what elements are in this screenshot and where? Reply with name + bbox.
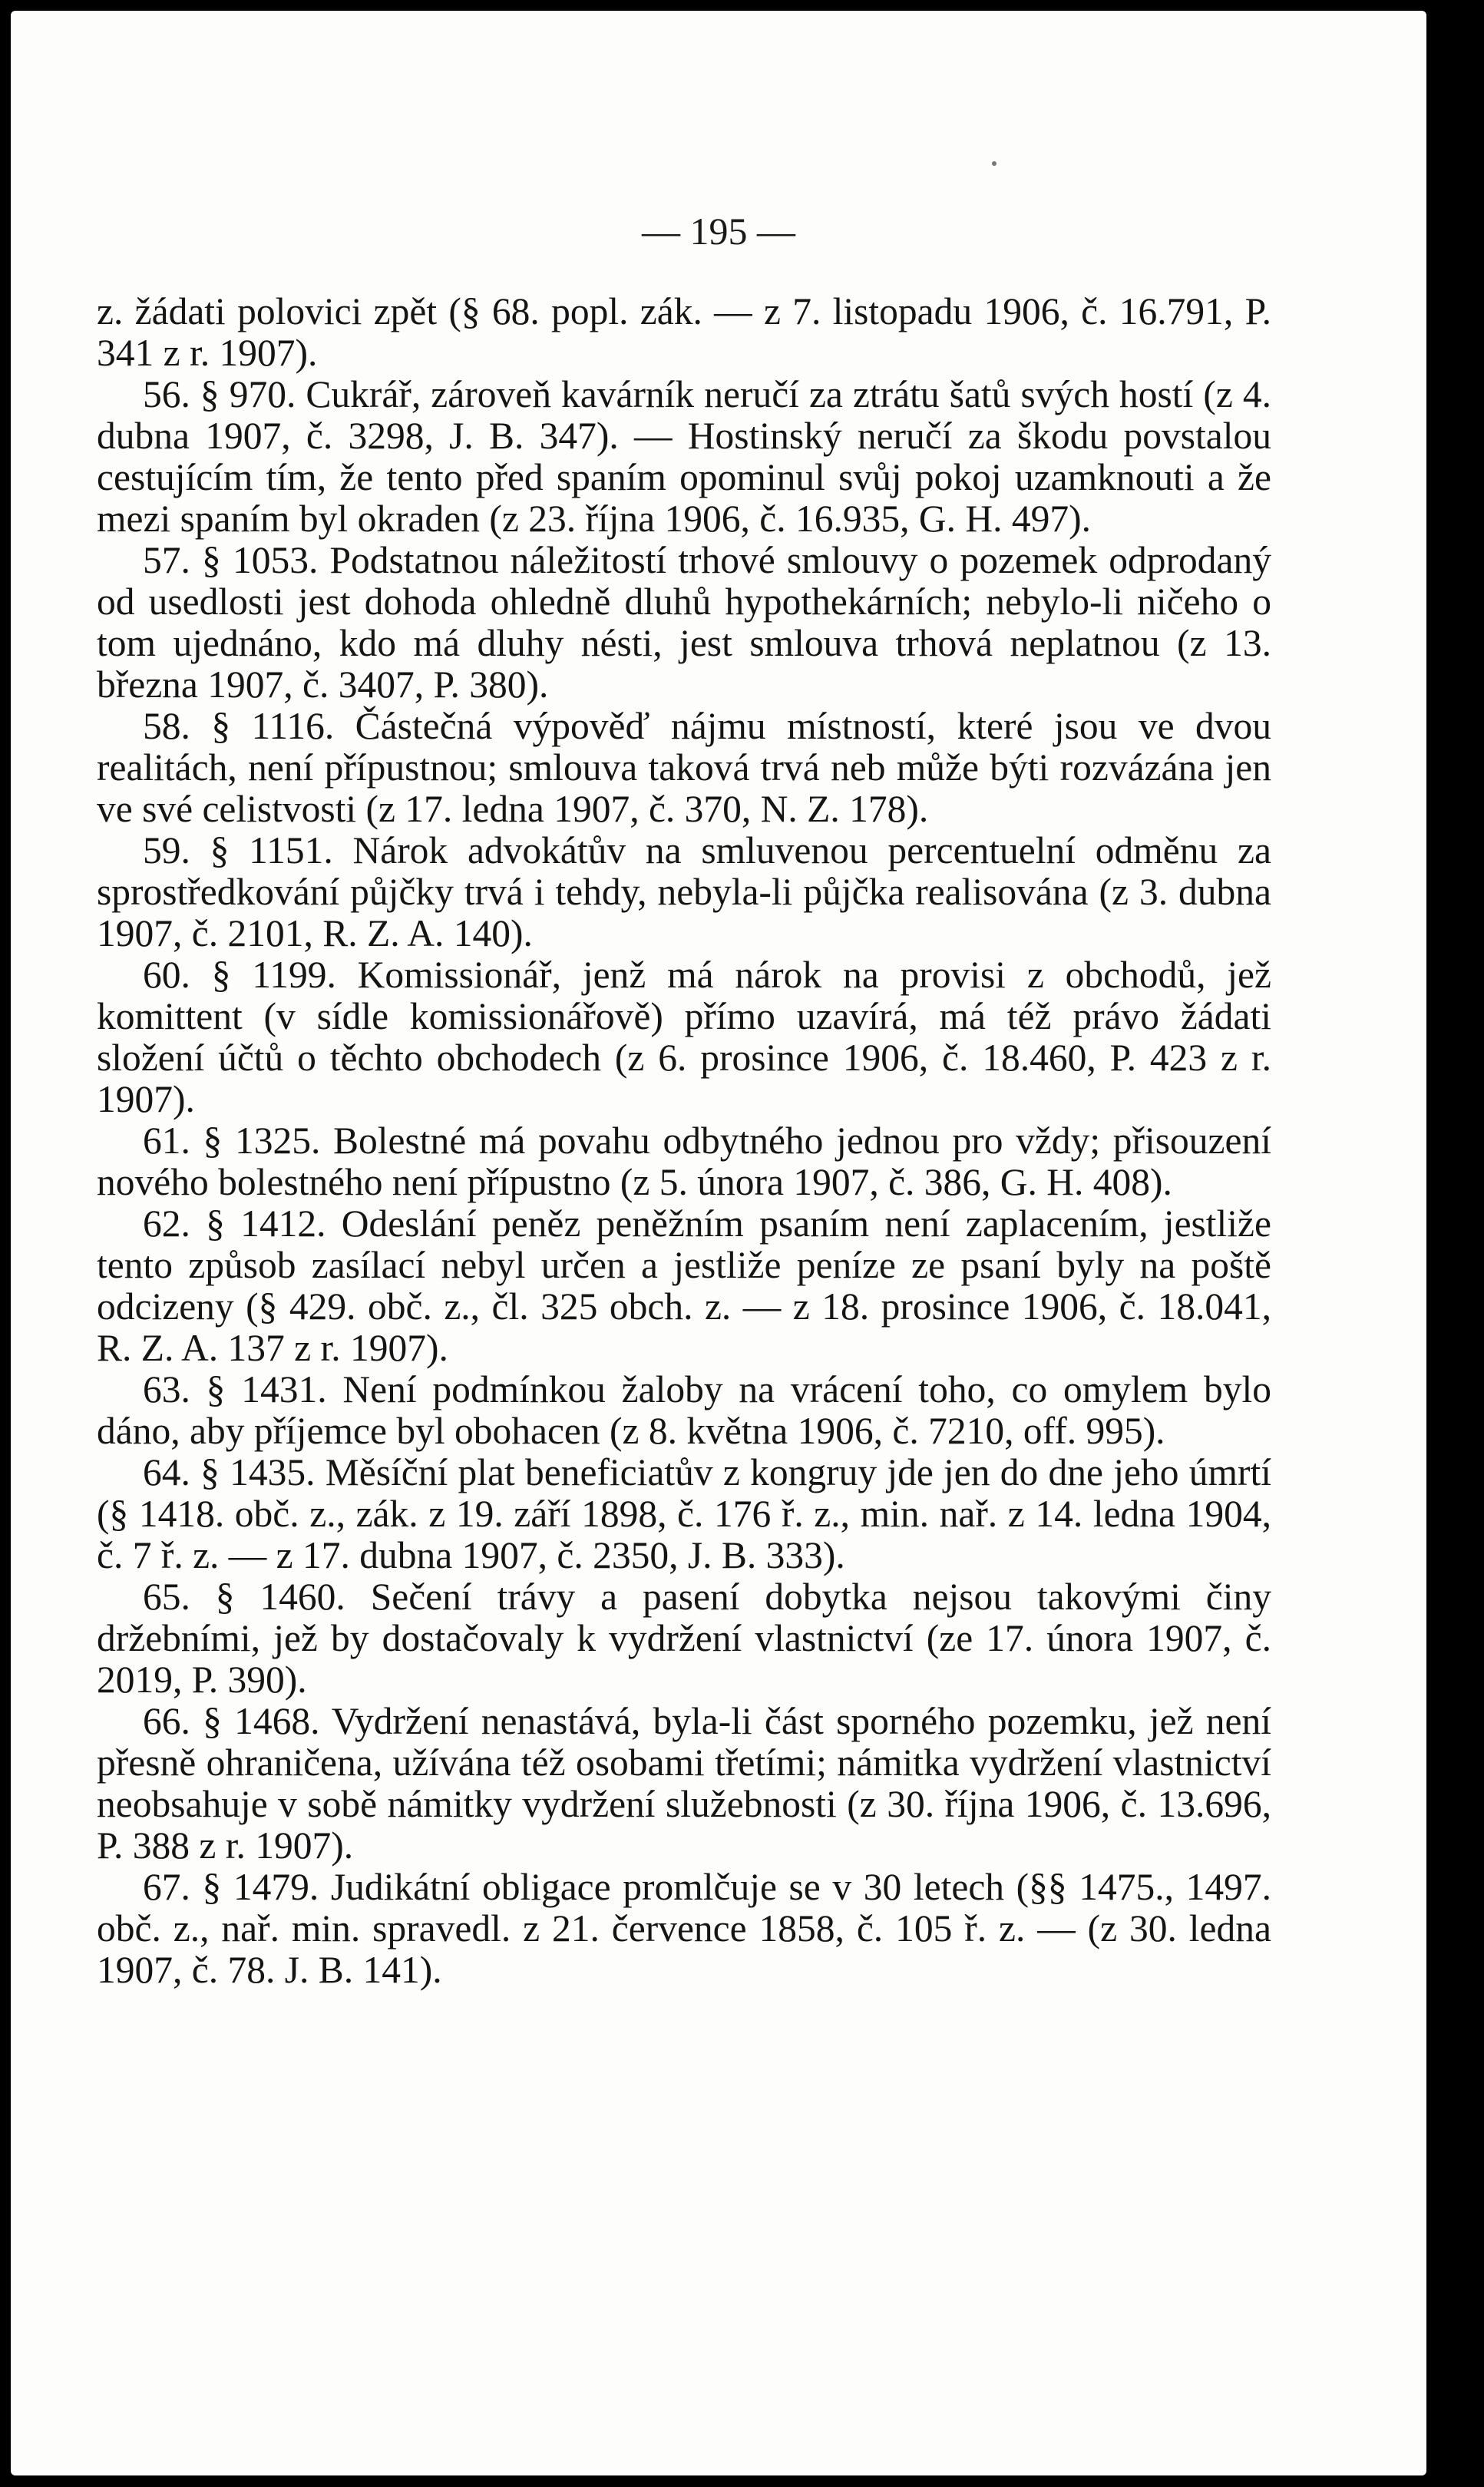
paragraph-63: 63. § 1431. Není podmínkou žaloby na vrácení toho, co omylem bylo dáno, aby příjemce byl obohacen (z 8. května 1906, č. 7210, off. 995). [97, 1368, 1271, 1452]
paragraph-56: 56. § 970. Cukrář, zároveň kavárník neručí za ztrátu šatů svých hostí (z 4. dubna 1907, č. 3298, J. B. 347). — Hostinský neručí za škodu povstalou cestujícím tím, že tento před spaním opominul svůj pokoj uzamknouti a že mezi spaním byl okraden (z 23. října 1906, č. 16.935, G. H. 497). [97, 373, 1271, 540]
paragraph-65: 65. § 1460. Sečení trávy a pasení dobytka nejsou takovými činy držebními, jež by dostačovaly k vydržení vlastnictví (ze 17. února 1907, č. 2019, P. 390). [97, 1576, 1271, 1701]
paragraph-67: 67. § 1479. Judikátní obligace promlčuje se v 30 letech (§§ 1475., 1497. obč. z., nař. min. spravedl. z 21. července 1858, č. 105 ř. z. — (z 30. ledna 1907, č. 78. J. B. 141). [97, 1866, 1271, 1991]
paragraph-64: 64. § 1435. Měsíční plat beneficiatův z kongruy jde jen do dne jeho úmrtí (§ 1418. obč. z., zák. z 19. září 1898, č. 176 ř. z., min. nař. z 14. ledna 1904, č. 7 ř. z. — z 17. dubna 1907, č. 2350, J. B. 333). [97, 1451, 1271, 1576]
paragraph-59: 59. § 1151. Nárok advokátův na smluvenou percentuelní odměnu za sprostředkování půjčky trvá i tehdy, nebyla-li půjčka realisována (z 3. dubna 1907, č. 2101, R. Z. A. 140). [97, 829, 1271, 954]
book-page [11, 11, 1426, 2475]
page-number: — 195 — [642, 210, 795, 253]
paragraph-61: 61. § 1325. Bolestné má povahu odbytného jednou pro vždy; přisouzení nového bolestného není přípustno (z 5. února 1907, č. 386, G. H. 408). [97, 1119, 1271, 1203]
paragraph-66: 66. § 1468. Vydržení nenastává, byla-li část sporného pozemku, jež není přesně ohraničena, užívána též osobami třetími; námitka vydržení vlastnictví neobsahuje v sobě námitky vydržení služebnosti (z 30. října 1906, č. 13.696, P. 388 z r. 1907). [97, 1700, 1271, 1867]
paragraph-62: 62. § 1412. Odeslání peněz peněžním psaním není zaplacením, jestliže tento způsob zasílací nebyl určen a jestliže peníze ze psaní byly na poště odcizeny (§ 429. obč. z., čl. 325 obch. z. — z 18. prosince 1906, č. 18.041, R. Z. A. 137 z r. 1907). [97, 1202, 1271, 1369]
speck [992, 161, 996, 166]
paragraph-57: 57. § 1053. Podstatnou náležitostí trhové smlouvy o pozemek odprodaný od usedlosti jest dohoda ohledně dluhů hypothekárních; nebylo-li ničeho o tom ujednáno, kdo má dluhy nésti, jest smlouva trhová neplatnou (z 13. března 1907, č. 3407, P. 380). [97, 539, 1271, 706]
body-text [97, 291, 1271, 1991]
paragraph-continuation: z. žádati polovici zpět (§ 68. popl. zák. — z 7. listopadu 1906, č. 16.791, P. 341 z r. 1907). [97, 290, 1271, 374]
paragraph-58: 58. § 1116. Částečná výpověď nájmu místností, které jsou ve dvou realitách, není přípustnou; smlouva taková trvá neb může býti rozvázána jen ve své celistvosti (z 17. ledna 1907, č. 370, N. Z. 178). [97, 705, 1271, 830]
paragraph-60: 60. § 1199. Komissionář, jenž má nárok na provisi z obchodů, jež komittent (v sídle komissionářově) přímo uzavírá, má též právo žádati složení účtů o těchto obchodech (z 6. prosince 1906, č. 18.460, P. 423 z r. 1907). [97, 954, 1271, 1120]
